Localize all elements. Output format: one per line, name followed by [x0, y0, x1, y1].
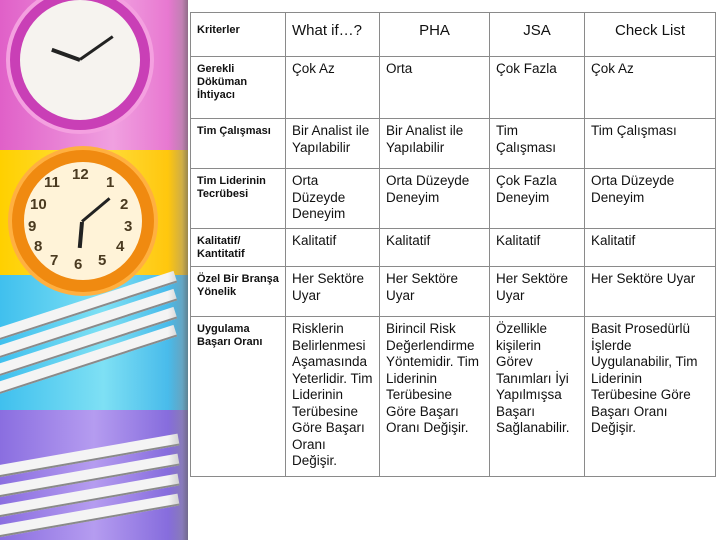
clock-hand: [79, 35, 113, 60]
table-cell: Her Sektöre Uyar: [490, 267, 585, 317]
table-cell: Kalitatif: [490, 229, 585, 267]
table-row: [191, 57, 716, 119]
row-criterion: Tim Çalışması: [191, 119, 286, 169]
table-cell: Kalitatif: [286, 229, 380, 267]
clock-numeral: 9: [28, 218, 37, 235]
table-cell: Kalitatif: [585, 229, 716, 267]
table-cell: Birincil Risk Değerlendirme Yöntemidir. Tim Liderinin Terübesine Göre Başarı Oranı Değişir.: [380, 317, 490, 477]
row-criterion: Kalitatif/ Kantitatif: [191, 229, 286, 267]
table-cell: Çok Az: [286, 57, 380, 119]
column-header-criteria: Kriterler: [191, 13, 286, 57]
clock-hand: [51, 48, 81, 62]
table-cell: Kalitatif: [380, 229, 490, 267]
column-header-check-list: Check List: [585, 13, 716, 57]
table-cell: Orta Düzeyde Deneyim: [380, 169, 490, 229]
table-row: [191, 229, 716, 267]
table-cell: Tim Çalışması: [490, 119, 585, 169]
clock-numeral: 10: [30, 196, 47, 213]
clock-numeral: 2: [120, 196, 129, 213]
clock-numeral: 12: [72, 166, 89, 183]
comparison-table: [190, 12, 716, 477]
table-row: [191, 119, 716, 169]
table-row: [191, 169, 716, 229]
table-row: [191, 317, 716, 477]
clock-numeral: 1: [106, 174, 115, 191]
table-cell: Çok Fazla Deneyim: [490, 169, 585, 229]
photo-edge-shadow: [168, 0, 188, 540]
table-cell: Risklerin Belirlenmesi Aşamasında Yeterlidir. Tim Liderinin Terübesine Göre Başarı Oranı Değişir.: [286, 317, 380, 477]
clock-numeral: 4: [116, 238, 125, 255]
clock-hand: [81, 197, 111, 222]
table-cell: Her Sektöre Uyar: [286, 267, 380, 317]
table-cell: Her Sektöre Uyar: [585, 267, 716, 317]
clock-numeral: 5: [98, 252, 107, 269]
clock-numeral: 6: [74, 256, 83, 273]
clock-numeral: 8: [34, 238, 43, 255]
table-cell: Orta Düzeyde Deneyim: [286, 169, 380, 229]
table-cell: Orta: [380, 57, 490, 119]
column-header-jsa: JSA: [490, 13, 585, 57]
table-row: [191, 267, 716, 317]
table-cell: Tim Çalışması: [585, 119, 716, 169]
table-header-row: [191, 13, 716, 57]
row-criterion: Uygulama Başarı Oranı: [191, 317, 286, 477]
table-cell: Basit Prosedürlü İşlerde Uygulanabilir, Tim Liderinin Terübesine Göre Başarı Oranı Değişir.: [585, 317, 716, 477]
clock-numeral: 3: [124, 218, 133, 235]
clock-hand: [78, 222, 84, 248]
table-cell: Özellikle kişilerin Görev Tanımları İyi Yapılmışsa Başarı Sağlanabilir.: [490, 317, 585, 477]
table-cell: Çok Az: [585, 57, 716, 119]
column-header-what-if: What if…?: [286, 13, 380, 57]
table-cell: Her Sektöre Uyar: [380, 267, 490, 317]
table-cell: Bir Analist ile Yapılabilir: [286, 119, 380, 169]
row-criterion: Tim Liderinin Tecrübesi: [191, 169, 286, 229]
row-criterion: Gerekli Döküman İhtiyacı: [191, 57, 286, 119]
clock-numeral: 7: [50, 252, 59, 269]
table-cell: Bir Analist ile Yapılabilir: [380, 119, 490, 169]
comparison-table-container: [190, 12, 715, 477]
table-cell: Orta Düzeyde Deneyim: [585, 169, 716, 229]
column-header-pha: PHA: [380, 13, 490, 57]
orange-clock-image: [12, 150, 154, 292]
table-cell: Çok Fazla: [490, 57, 585, 119]
clock-numeral: 11: [44, 174, 60, 191]
row-criterion: Özel Bir Branşa Yönelik: [191, 267, 286, 317]
decorative-photo-strip: [0, 0, 188, 540]
